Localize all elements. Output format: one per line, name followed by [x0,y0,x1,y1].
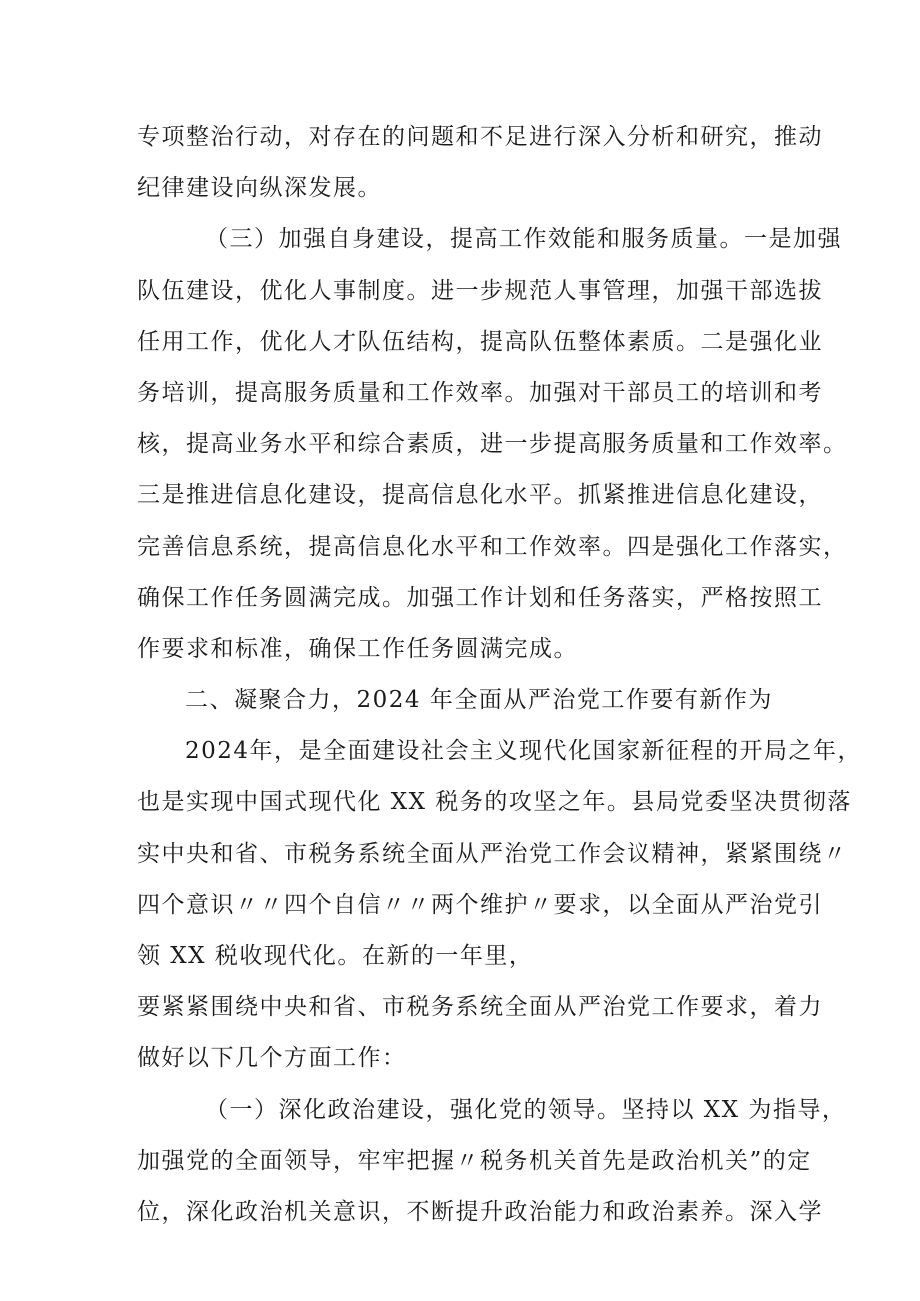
text-line: 任用工作，优化人才队伍结构，提高队伍整体素质。二是强化业 [137,328,823,355]
text-line: 加强党的全面领导，牢牢把握〃税务机关首先是政治机关”的定 [137,1147,812,1174]
text-line: 要紧紧围绕中央和省、市税务系统全面从严治党工作要求，着力 [137,994,823,1021]
section-heading-two: 二、凝聚合力，2024 年全面从严治党工作要有新作为 [185,687,773,714]
text-line: 三是推进信息化建设，提高信息化水平。抓紧推进信息化建设， [137,482,823,509]
document-body [137,112,863,1238]
text-line: 作要求和标准，确保工作任务圆满完成。 [137,635,578,662]
text-line: 完善信息系统，提高信息化水平和工作效率。四是强化工作落实， [137,533,848,560]
text-line: 实中央和省、市税务系统全面从严治党工作会议精神，紧紧围绕〃 [137,840,848,867]
text-line: 领 XX 税收现代化。在新的一年里， [137,943,534,969]
text-line: 也是实现中国式现代化 XX 税务的攻坚之年。县局党委坚决贯彻落 [137,789,852,816]
section-heading-three: （三）加强自身建设，提高工作效能和服务质量。一是加强 [205,226,842,253]
text-line: 核，提高业务水平和综合素质，进一步提高服务质量和工作效率。 [137,431,848,458]
text-line: 四个意识〃〃四个自信〃〃两个维护〃要求，以全面从严治党引 [137,891,823,918]
paragraph-start: 2024年，是全面建设社会主义现代化国家新征程的开局之年， [185,738,863,765]
text-line: 队伍建设，优化人事制度。进一步规范人事管理，加强干部选拔 [137,277,823,304]
text-line: 位，深化政治机关意识，不断提升政治能力和政治素养。深入学 [137,1198,823,1225]
text-line: 纪律建设向纵深发展。 [137,175,382,202]
subsection-heading-one: （一）深化政治建设，强化党的领导。坚持以 XX 为指导， [205,1096,847,1123]
text-line: 务培训，提高服务质量和工作效率。加强对干部员工的培训和考 [137,379,823,406]
text-line: 做好以下几个方面工作： [137,1045,407,1072]
text-line: 确保工作任务圆满完成。加强工作计划和任务落实，严格按照工 [137,584,823,611]
text-line: 专项整治行动，对存在的问题和不足进行深入分析和研究，推动 [137,124,823,150]
